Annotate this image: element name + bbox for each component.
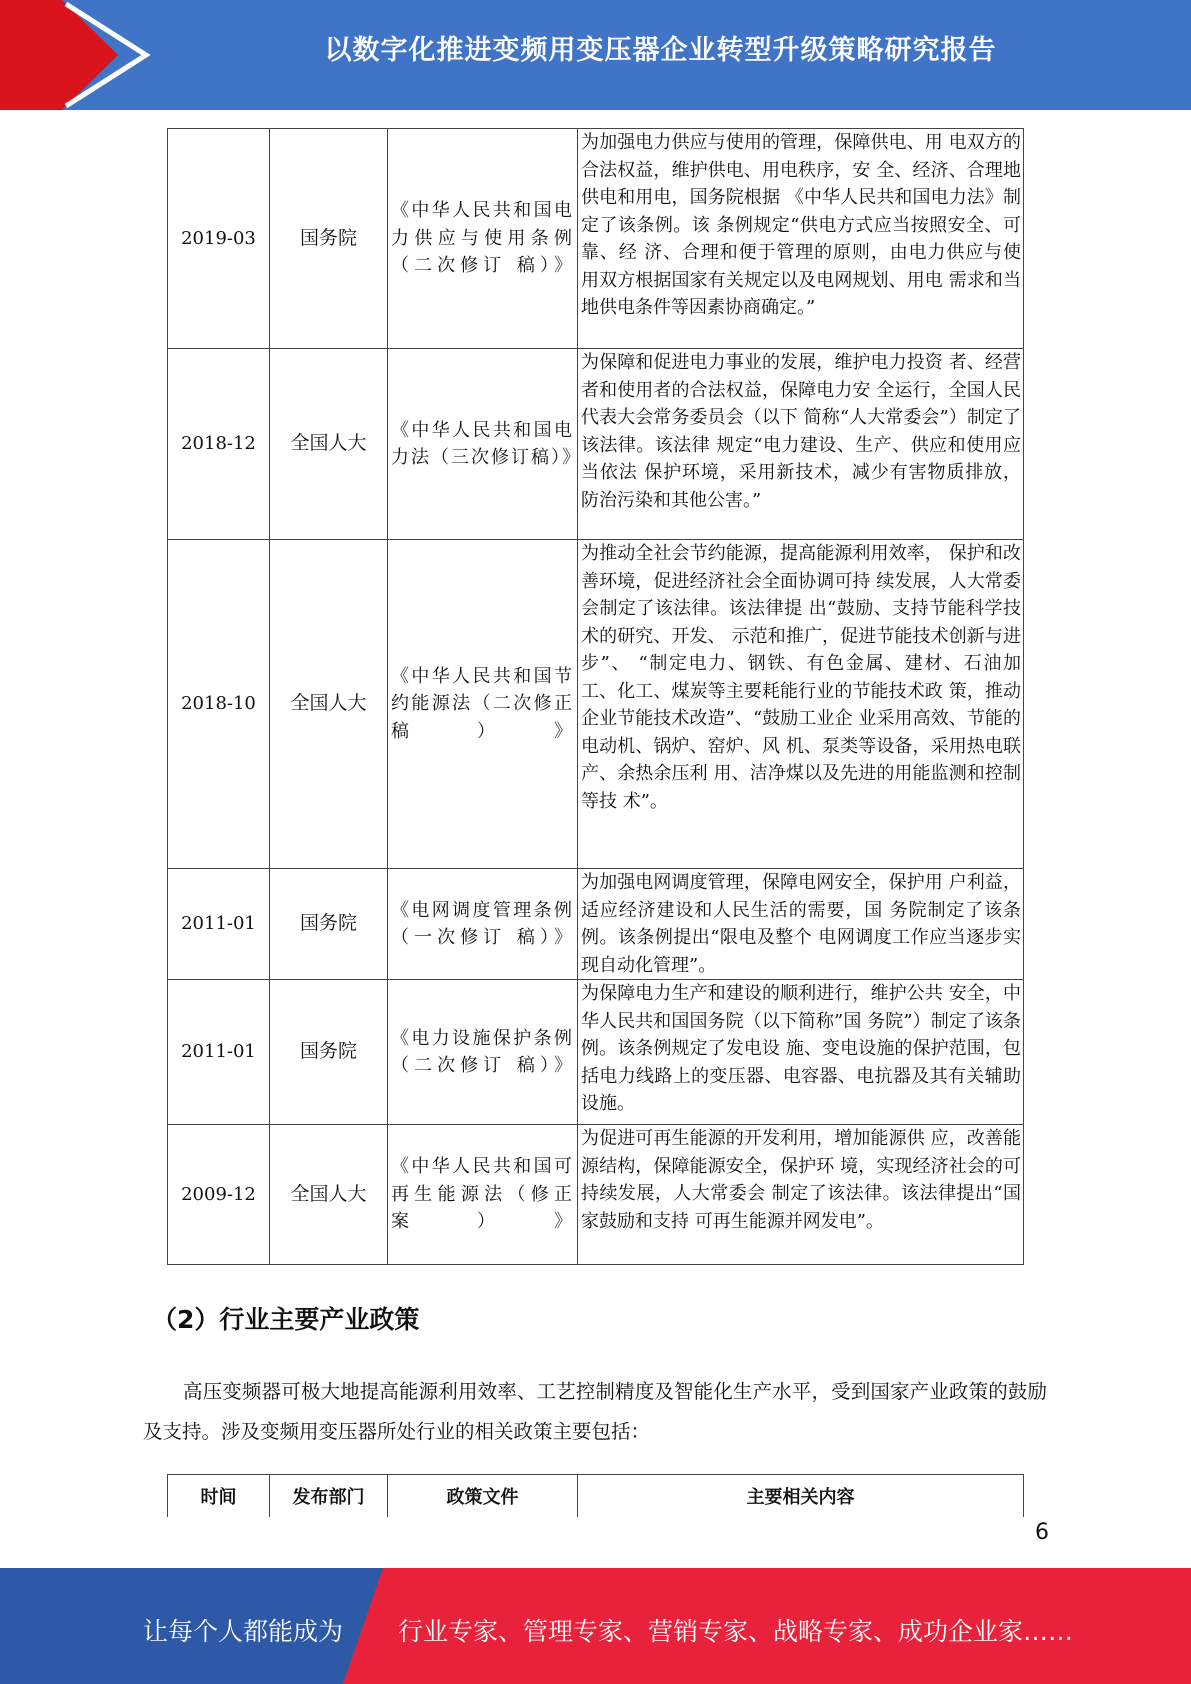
department-cell: 全国人大 [270, 540, 388, 869]
red-chevron-icon [0, 0, 160, 110]
table-row [168, 980, 1024, 1125]
department-cell: 国务院 [270, 869, 388, 980]
content-cell: 为加强电力供应与使用的管理，保障供电、用 电双方的合法权益，维护供电、用电秩序，安 全、经济、合理地供电和用电，国务院根据 《中华人民共和国电力法》制定了该条例。该 条例规定“供电方式应当按照安全、可靠、经 济、合理和便于管理的原则，由电力供应与使 用双方根据国家有关规定以及电网规划、用电 需求和当地供电条件等因素协商确定。” [578, 129, 1024, 349]
content-cell: 为保障电力生产和建设的顺利进行，维护公共 安全，中华人民共和国国务院（以下简称”国 务院”）制定了该条例。该条例规定了发电设 施、变电设施的保护范围，包括电力线路上的变压器、电容器、电抗器及其有关辅助设施。 [578, 980, 1024, 1125]
document-cell: 《电力设施保护条例（二次修订 稿）》 [388, 980, 578, 1125]
date-cell: 2019-03 [168, 129, 270, 349]
section-heading: （2）行业主要产业政策 [152, 1305, 420, 1334]
table-row [168, 129, 1024, 349]
table-row [168, 349, 1024, 540]
footer-slogan-roles: 行业专家、管理专家、营销专家、战略专家、成功企业家…… [398, 1617, 1074, 1646]
column-header-department: 发布部门 [270, 1475, 388, 1518]
table-header-row [168, 1475, 1024, 1518]
footer-slogan-lead: 让每个人都能成为 [143, 1617, 344, 1646]
body-paragraph: 高压变频器可极大地提高能源利用效率、工艺控制精度及智能化生产水平，受到国家产业政策的鼓励及支持。涉及变频用变压器所处行业的相关政策主要包括： [143, 1380, 1047, 1443]
column-header-document: 政策文件 [388, 1475, 578, 1518]
document-cell: 《中华人民共和国电力法（三次修订稿）》 [388, 349, 578, 540]
document-cell: 《中华人民共和国可再生能源法（修正案）》 [388, 1125, 578, 1265]
document-cell: 《中华人民共和国节约能源法（二次修正稿）》 [388, 540, 578, 869]
department-cell: 国务院 [270, 980, 388, 1125]
industry-policy-table [167, 1474, 1024, 1517]
column-header-time: 时间 [168, 1475, 270, 1518]
table-row [168, 1125, 1024, 1265]
column-header-content: 主要相关内容 [578, 1475, 1024, 1518]
page-number: 6 [1035, 1520, 1049, 1545]
page-header [0, 0, 1191, 110]
content-cell: 为加强电网调度管理，保障电网安全，保护用 户利益，适应经济建设和人民生活的需要，国 务院制定了该条例。该条例提出“限电及整个 电网调度工作应当逐步实现自动化管理”。 [578, 869, 1024, 980]
department-cell: 国务院 [270, 129, 388, 349]
date-cell: 2011-01 [168, 869, 270, 980]
document-cell: 《中华人民共和国电力供应与使用条例（二次修订 稿）》 [388, 129, 578, 349]
document-cell: 《电网调度管理条例（一次修订 稿）》 [388, 869, 578, 980]
department-cell: 全国人大 [270, 349, 388, 540]
department-cell: 全国人大 [270, 1125, 388, 1265]
page-footer [0, 1568, 1191, 1684]
date-cell: 2018-10 [168, 540, 270, 869]
report-title: 以数字化推进变频用变压器企业转型升级策略研究报告 [324, 35, 997, 66]
table-row [168, 869, 1024, 980]
date-cell: 2011-01 [168, 980, 270, 1125]
date-cell: 2009-12 [168, 1125, 270, 1265]
policy-table [167, 128, 1024, 1265]
content-cell: 为保障和促进电力事业的发展，维护电力投资 者、经营者和使用者的合法权益，保障电力安 全运行，全国人民代表大会常务委员会（以下 简称“人大常委会”）制定了该法律。该法律 规定“电力建设、生产、供应和使用应当依法 保护环境，采用新技术，减少有害物质排放， 防治污染和其他公害。” [578, 349, 1024, 540]
date-cell: 2018-12 [168, 349, 270, 540]
table-row [168, 540, 1024, 869]
content-cell: 为促进可再生能源的开发利用，增加能源供 应，改善能源结构，保障能源安全，保护环 境，实现经济社会的可持续发展，人大常委会 制定了该法律。该法律提出“国家鼓励和支持 可再生能源并网发电”。 [578, 1125, 1024, 1265]
content-cell: 为推动全社会节约能源，提高能源利用效率， 保护和改善环境，促进经济社会全面协调可持 续发展，人大常委会制定了该法律。该法律提 出“鼓励、支持节能科学技术的研究、开发、 示范和推广，促进节能技术创新与进步”、 “制定电力、钢铁、有色金属、建材、石油加 工、化工、煤炭等主要耗能行业的节能技术政 策，推动企业节能技术改造”、“鼓励工业企 业采用高效、节能的电动机、锅炉、窑炉、风 机、泵类等设备，采用热电联产、余热余压利 用、洁净煤以及先进的用能监测和控制等技 术”。 [578, 540, 1024, 869]
